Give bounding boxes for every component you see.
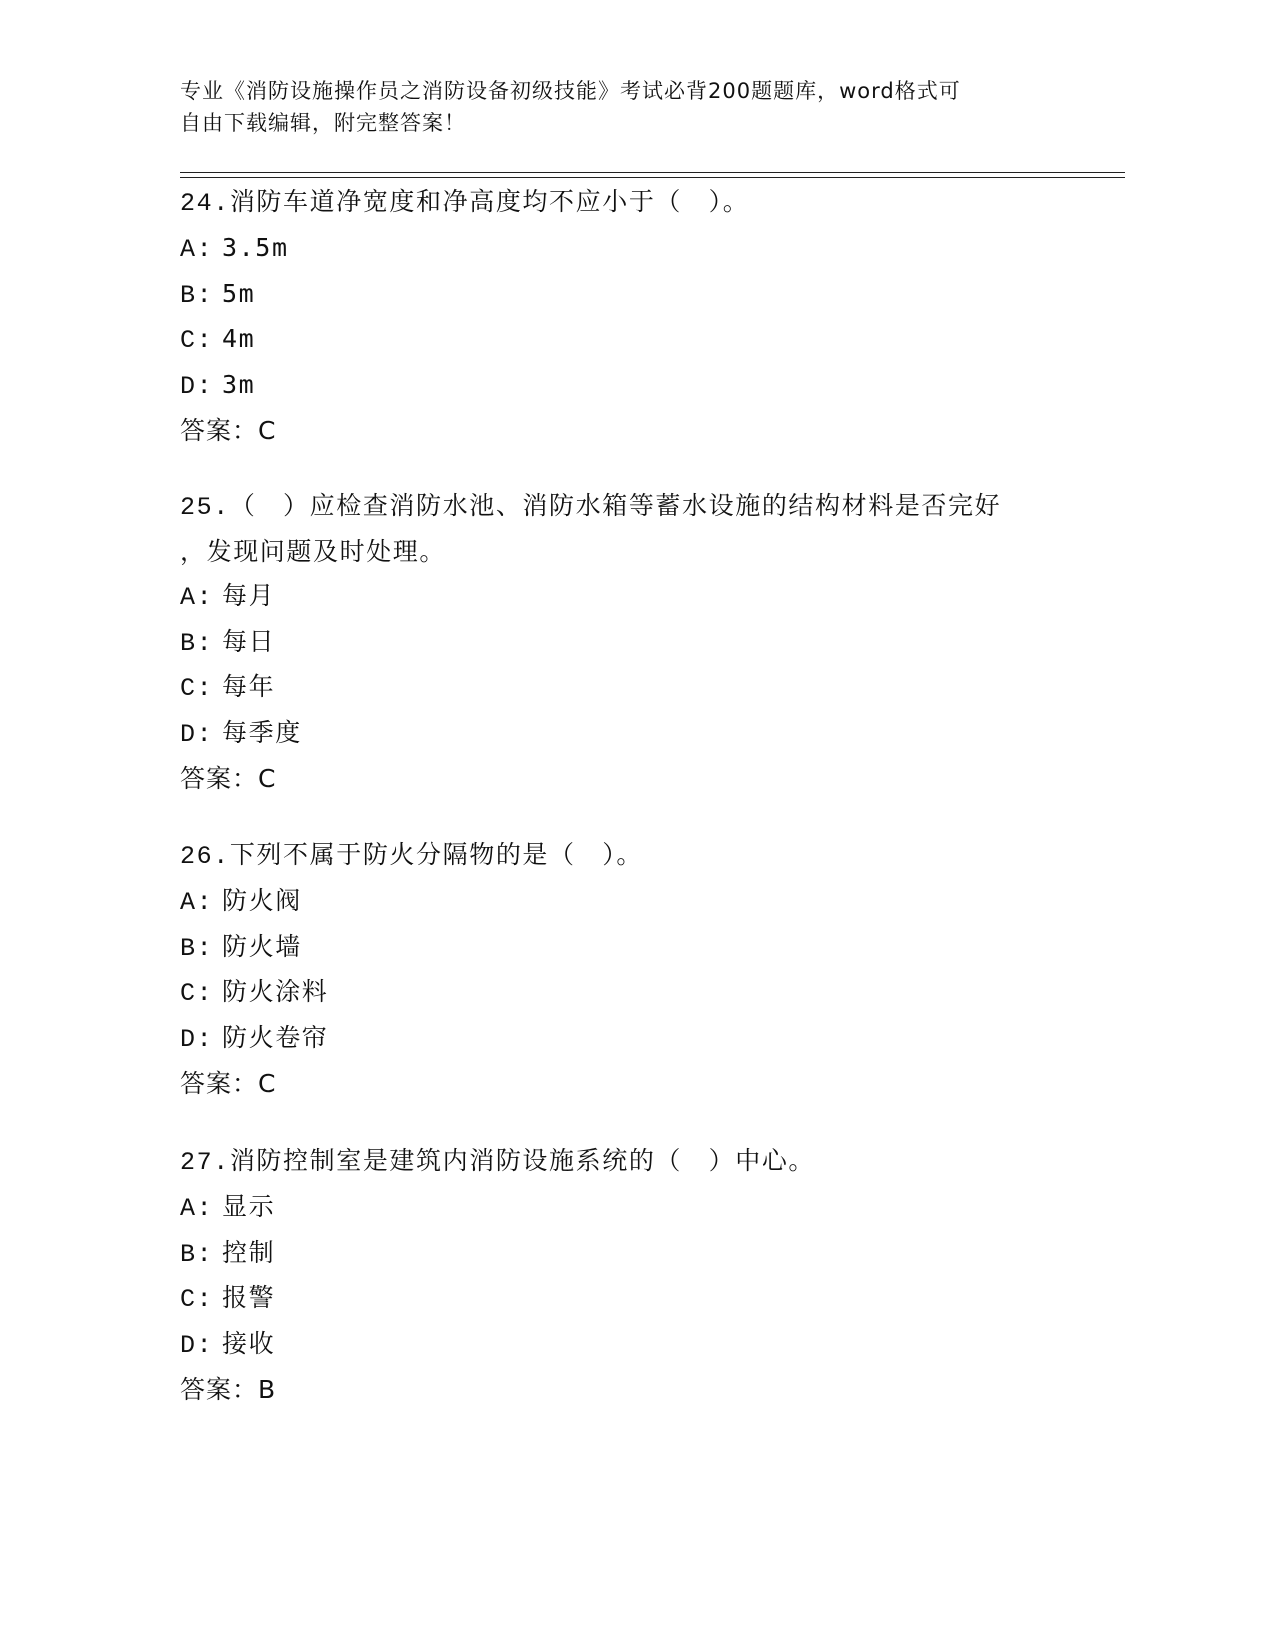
question-text: 下列不属于防火分隔物的是（ ）。: [229, 840, 643, 869]
option-text: 显示: [222, 1192, 276, 1221]
question-text: 消防车道净宽度和净高度均不应小于（ ）。: [229, 187, 750, 216]
option-label: C:: [180, 979, 214, 1009]
question-number: 26.: [180, 842, 230, 871]
header-title-line-2: 自由下载编辑，附完整答案！: [180, 111, 466, 135]
option-a: [180, 574, 1080, 620]
option-b: [180, 1231, 1080, 1277]
option-text: 防火墙: [222, 931, 302, 961]
option-label: B:: [180, 1239, 214, 1269]
question-stem: [180, 1139, 1080, 1185]
header-title-line-1: 专业《消防设施操作员之消防设备初级技能》考试必背200题题库，word格式可: [180, 79, 961, 103]
option-text: 每月: [222, 581, 276, 610]
option-text: 控制: [222, 1237, 276, 1267]
option-label: D:: [180, 720, 214, 750]
option-text: 每日: [222, 626, 276, 656]
option-text: 防火卷帘: [222, 1023, 329, 1053]
option-label: A:: [180, 583, 214, 612]
option-label: B:: [180, 280, 214, 310]
option-label: A:: [180, 1194, 214, 1223]
option-label: A:: [180, 888, 214, 917]
option-a: [180, 879, 1080, 925]
option-text: 防火阀: [222, 886, 302, 915]
option-d: [180, 711, 1080, 757]
option-label: A:: [180, 235, 214, 264]
option-a: [180, 226, 1080, 272]
option-c: [180, 665, 1080, 711]
question-25: [180, 484, 1080, 801]
answer-line: 答案：C: [180, 415, 277, 445]
answer-line: 答案：C: [180, 763, 277, 793]
option-label: B:: [180, 933, 214, 963]
option-text: 接收: [222, 1329, 276, 1359]
option-label: B:: [180, 628, 214, 658]
option-label: C:: [180, 674, 214, 704]
question-24: [180, 180, 1080, 453]
option-text: 每年: [222, 672, 276, 702]
question-number: 24.: [180, 189, 230, 218]
option-b: [180, 925, 1080, 971]
answer-line: 答案：C: [180, 1068, 277, 1098]
option-c: [180, 1276, 1080, 1322]
question-number: 27.: [180, 1148, 230, 1177]
option-label: C:: [180, 1285, 214, 1315]
option-a: [180, 1185, 1080, 1231]
question-stem: [180, 484, 1080, 530]
option-label: D:: [180, 372, 214, 402]
option-text: 3.5m: [222, 233, 289, 262]
question-26: [180, 833, 1080, 1106]
option-label: D:: [180, 1025, 214, 1055]
option-b: [180, 620, 1080, 666]
option-text: 4m: [222, 324, 256, 354]
option-c: [180, 317, 1080, 363]
header-divider-bottom: [180, 177, 1125, 178]
document-header: [180, 75, 1040, 139]
option-text: 每季度: [222, 718, 302, 748]
option-d: [180, 1322, 1080, 1368]
option-text: 报警: [222, 1283, 276, 1313]
question-text: （ ）应检查消防水池、消防水箱等蓄水设施的结构材料是否完好: [229, 491, 1002, 520]
option-b: [180, 272, 1080, 318]
question-stem: [180, 833, 1080, 879]
header-divider-top: [180, 172, 1125, 173]
option-label: C:: [180, 326, 214, 356]
option-label: D:: [180, 1331, 214, 1361]
answer-line: 答案：B: [180, 1374, 277, 1404]
question-text: 消防控制室是建筑内消防设施系统的（ ）中心。: [229, 1146, 816, 1175]
question-number: 25.: [180, 493, 230, 522]
option-text: 3m: [222, 370, 256, 400]
question-stem-continued: ，发现问题及时处理。: [180, 537, 447, 566]
option-text: 防火涂料: [222, 977, 329, 1007]
option-c: [180, 970, 1080, 1016]
option-text: 5m: [222, 278, 256, 308]
question-27: [180, 1139, 1080, 1412]
option-d: [180, 363, 1080, 409]
question-stem: [180, 180, 1080, 226]
option-d: [180, 1016, 1080, 1062]
